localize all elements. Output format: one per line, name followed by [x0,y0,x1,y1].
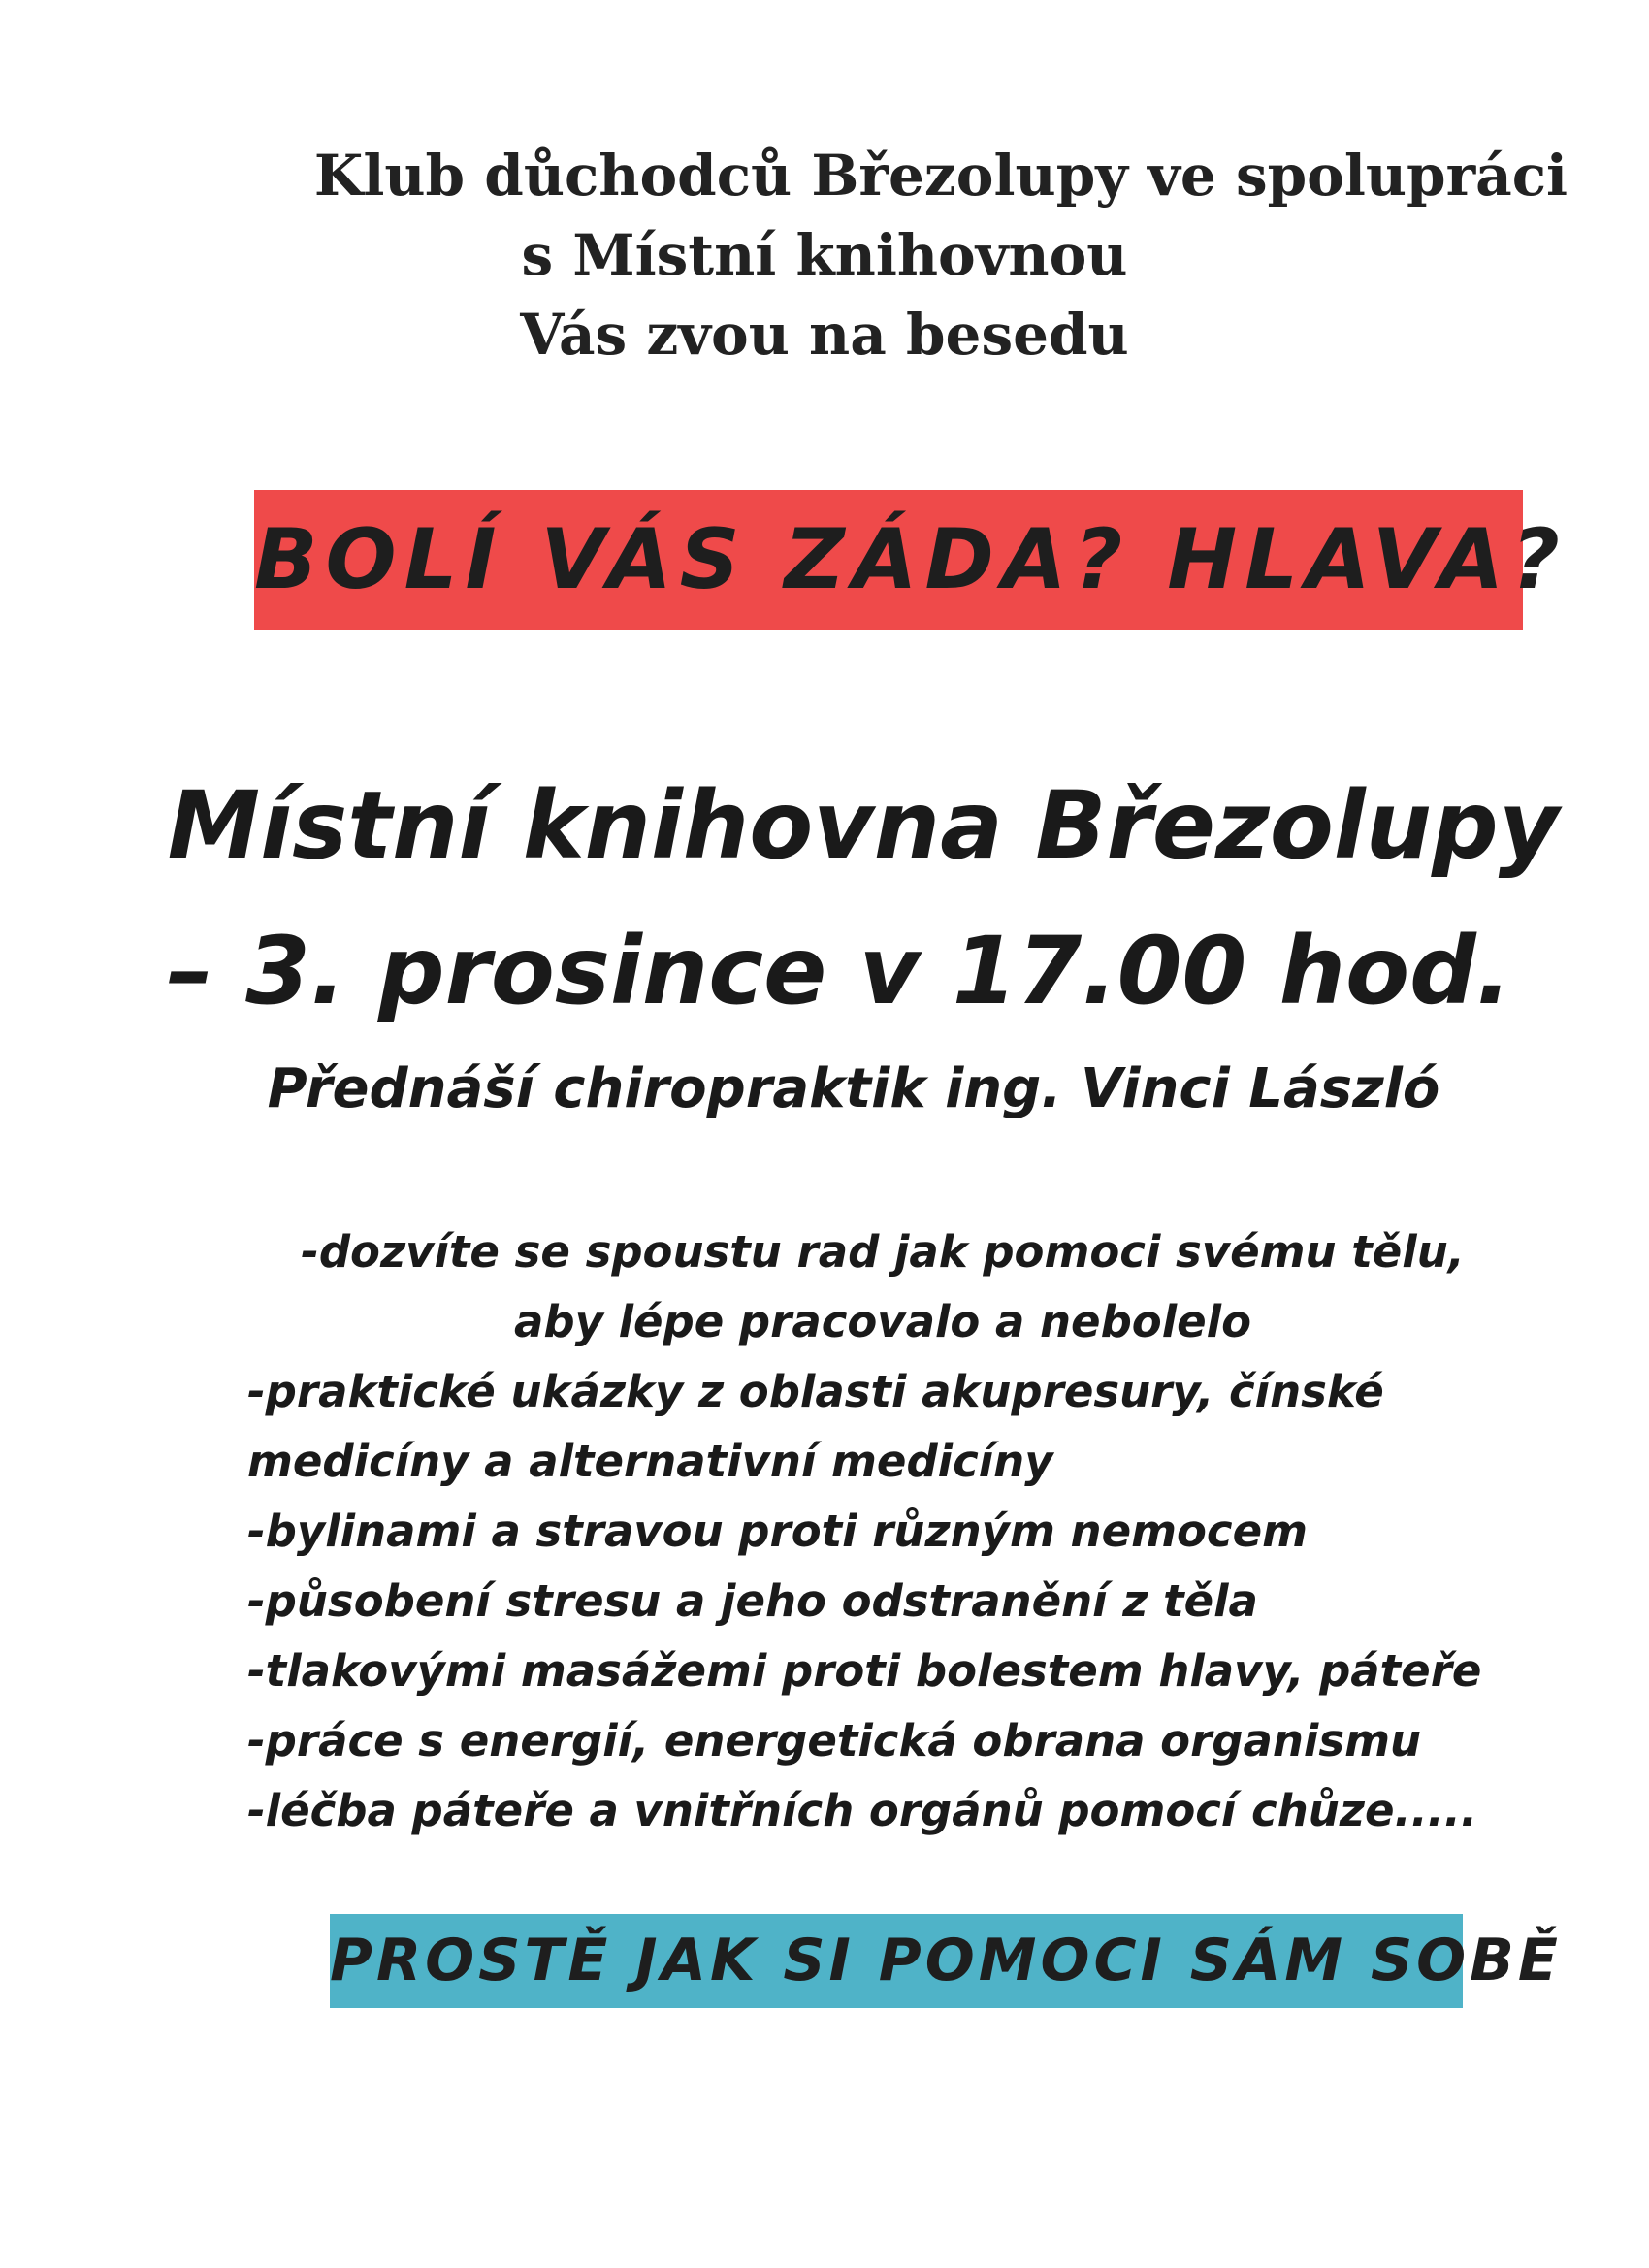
invitation-line-1: Klub důchodců Březolupy ve spolupráci [313,143,1568,209]
topic-item: -práce s energií, energetická obrana organismu [247,1715,1422,1766]
closing-text: PROSTĚ JAK SI POMOCI SÁM SOBĚ [330,1927,1562,1994]
topics-list [247,1217,1499,1846]
headline-text: BOLÍ VÁS ZÁDA? HLAVA? [254,511,1568,608]
invitation-line-2: s Místní knihovnou [521,222,1128,288]
topic-item: -praktické ukázky z oblasti akupresury, čínské [247,1366,1384,1417]
topic-item: -bylinami a stravou proti různým nemocem [247,1506,1309,1557]
invitation-line-3: Vás zvou na besedu [520,302,1129,368]
topic-item: -tlakovými masážemi proti bolestem hlavy, páteře [247,1645,1482,1697]
topic-item: -dozvíte se spoustu rad jak pomoci svému tělu, aby lépe pracovalo a nebolelo [301,1226,1465,1347]
event-venue: Místní knihovna Březolupy [167,771,1560,880]
event-lecturer: Přednáší chiropraktik ing. Vinci László [267,1057,1440,1120]
topic-item: medicíny a alternativní medicíny [247,1436,1053,1487]
topic-item: -působení stresu a jeho odstranění z těla [247,1575,1258,1627]
topic-item: -léčba páteře a vnitřních orgánů pomocí chůze..... [247,1785,1477,1836]
event-date: – 3. prosince v 17.00 hod. [166,917,1512,1025]
invitation-header [0,136,1649,374]
